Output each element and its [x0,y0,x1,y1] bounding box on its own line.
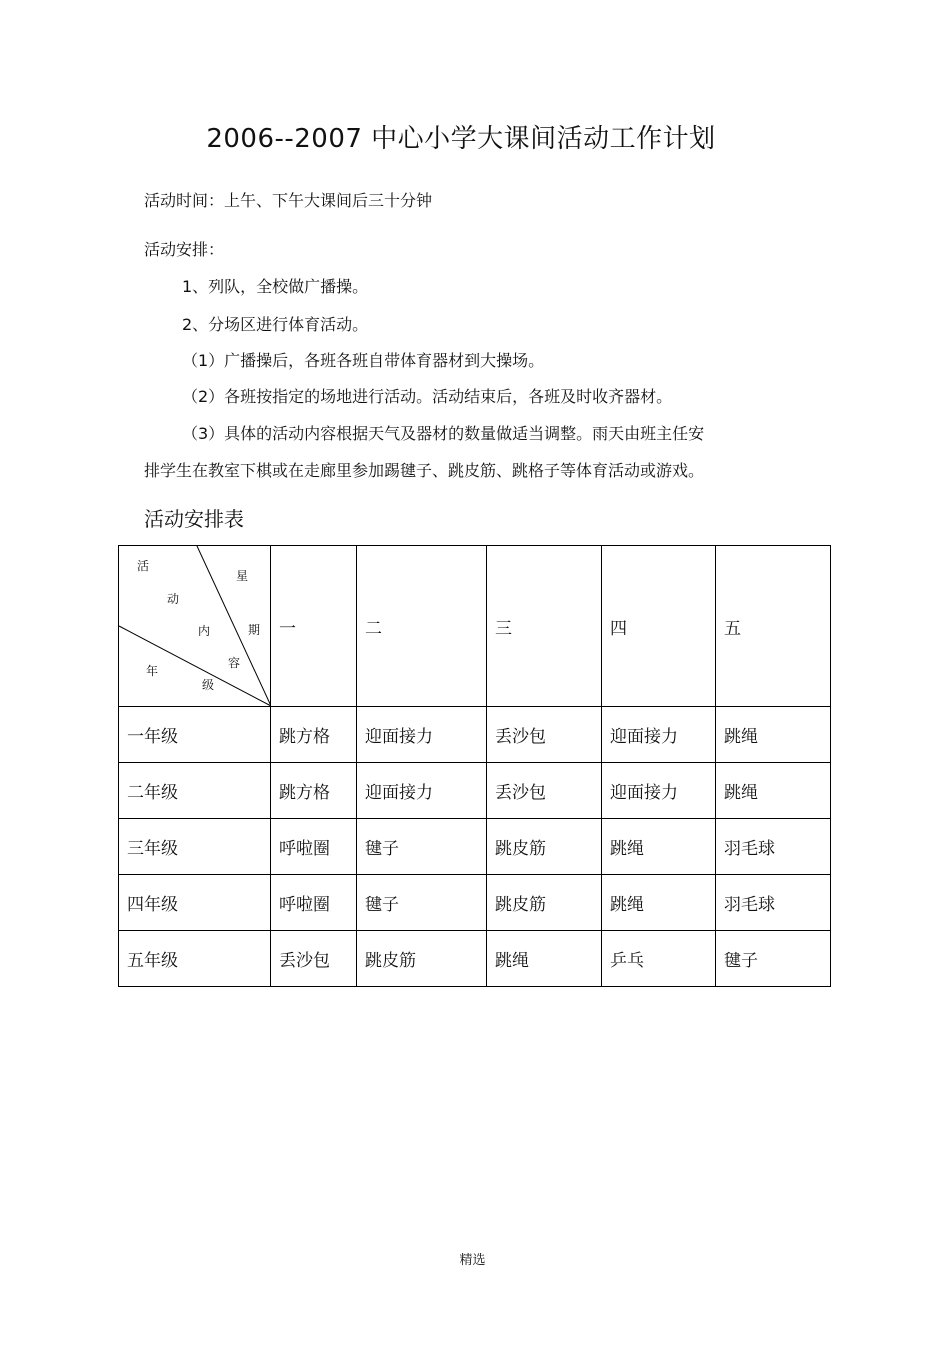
activity-cell: 跳绳 [716,707,831,763]
activity-cell: 跳皮筋 [487,875,602,931]
activity-cell: 跳皮筋 [487,819,602,875]
activity-cell: 跳绳 [716,763,831,819]
activity-cell: 丢沙包 [487,707,602,763]
activity-cell: 呼啦圈 [271,819,357,875]
arrangement-item-2: 2、分场区进行体育活动。 [182,315,369,334]
activity-cell: 跳绳 [487,931,602,987]
activity-cell: 迎面接力 [602,707,716,763]
activity-cell: 丢沙包 [271,931,357,987]
arrangement-subitem-3: （3）具体的活动内容根据天气及器材的数量做适当调整。雨天由班主任安 [182,424,705,443]
arrangement-subitem-1: （1）广播操后，各班各班自带体育器材到大操场。 [182,351,545,370]
grade-cell: 一年级 [119,707,271,763]
activity-cell: 羽毛球 [716,875,831,931]
day-header: 三 [487,546,602,707]
table-row [119,819,831,875]
page-footer: 精选 [459,1253,486,1268]
activity-cell: 乒乓 [602,931,716,987]
activity-cell: 跳方格 [271,707,357,763]
activity-cell: 跳皮筋 [357,931,487,987]
arrangement-heading: 活动安排： [144,240,225,259]
corner-activity-char: 活 [137,559,150,573]
activity-cell: 迎面接力 [357,763,487,819]
arrangement-subitem-2: （2）各班按指定的场地进行活动。活动结束后，各班及时收齐器材。 [182,387,673,406]
arrangement-item-1: 1、列队，全校做广播操。 [182,277,369,296]
corner-activity-char: 容 [228,656,241,670]
activity-cell: 丢沙包 [487,763,602,819]
activity-cell: 毽子 [357,875,487,931]
arrangement-subitem-3-continued: 排学生在教室下棋或在走廊里参加踢毽子、跳皮筋、跳格子等体育活动或游戏。 [144,461,705,480]
table-row [119,931,831,987]
activity-cell: 跳绳 [602,875,716,931]
corner-activity-char: 动 [167,592,180,606]
activity-cell: 呼啦圈 [271,875,357,931]
table-row [119,707,831,763]
corner-activity-char: 内 [198,624,211,638]
activity-cell: 迎面接力 [357,707,487,763]
corner-grade-char: 年 [146,664,159,678]
activity-cell: 跳绳 [602,819,716,875]
corner-grade-char: 级 [202,678,215,692]
document-title: 2006--2007 中心小学大课间活动工作计划 [206,124,716,154]
table-header-row [119,546,831,707]
grade-cell: 五年级 [119,931,271,987]
activity-cell: 羽毛球 [716,819,831,875]
table-title: 活动安排表 [144,507,244,531]
day-header: 二 [357,546,487,707]
day-header: 五 [716,546,831,707]
activity-schedule-table [118,545,831,987]
activity-time: 活动时间：上午、下午大课间后三十分钟 [144,191,433,210]
grade-cell: 二年级 [119,763,271,819]
corner-weekday-char: 星 [236,569,249,583]
corner-weekday-char: 期 [248,623,261,637]
activity-cell: 迎面接力 [602,763,716,819]
day-header: 一 [271,546,357,707]
grade-cell: 三年级 [119,819,271,875]
activity-cell: 毽子 [357,819,487,875]
table-row [119,875,831,931]
activity-cell: 跳方格 [271,763,357,819]
diagonal-header-cell [119,546,271,707]
activity-cell: 毽子 [716,931,831,987]
grade-cell: 四年级 [119,875,271,931]
table-row [119,763,831,819]
day-header: 四 [602,546,716,707]
